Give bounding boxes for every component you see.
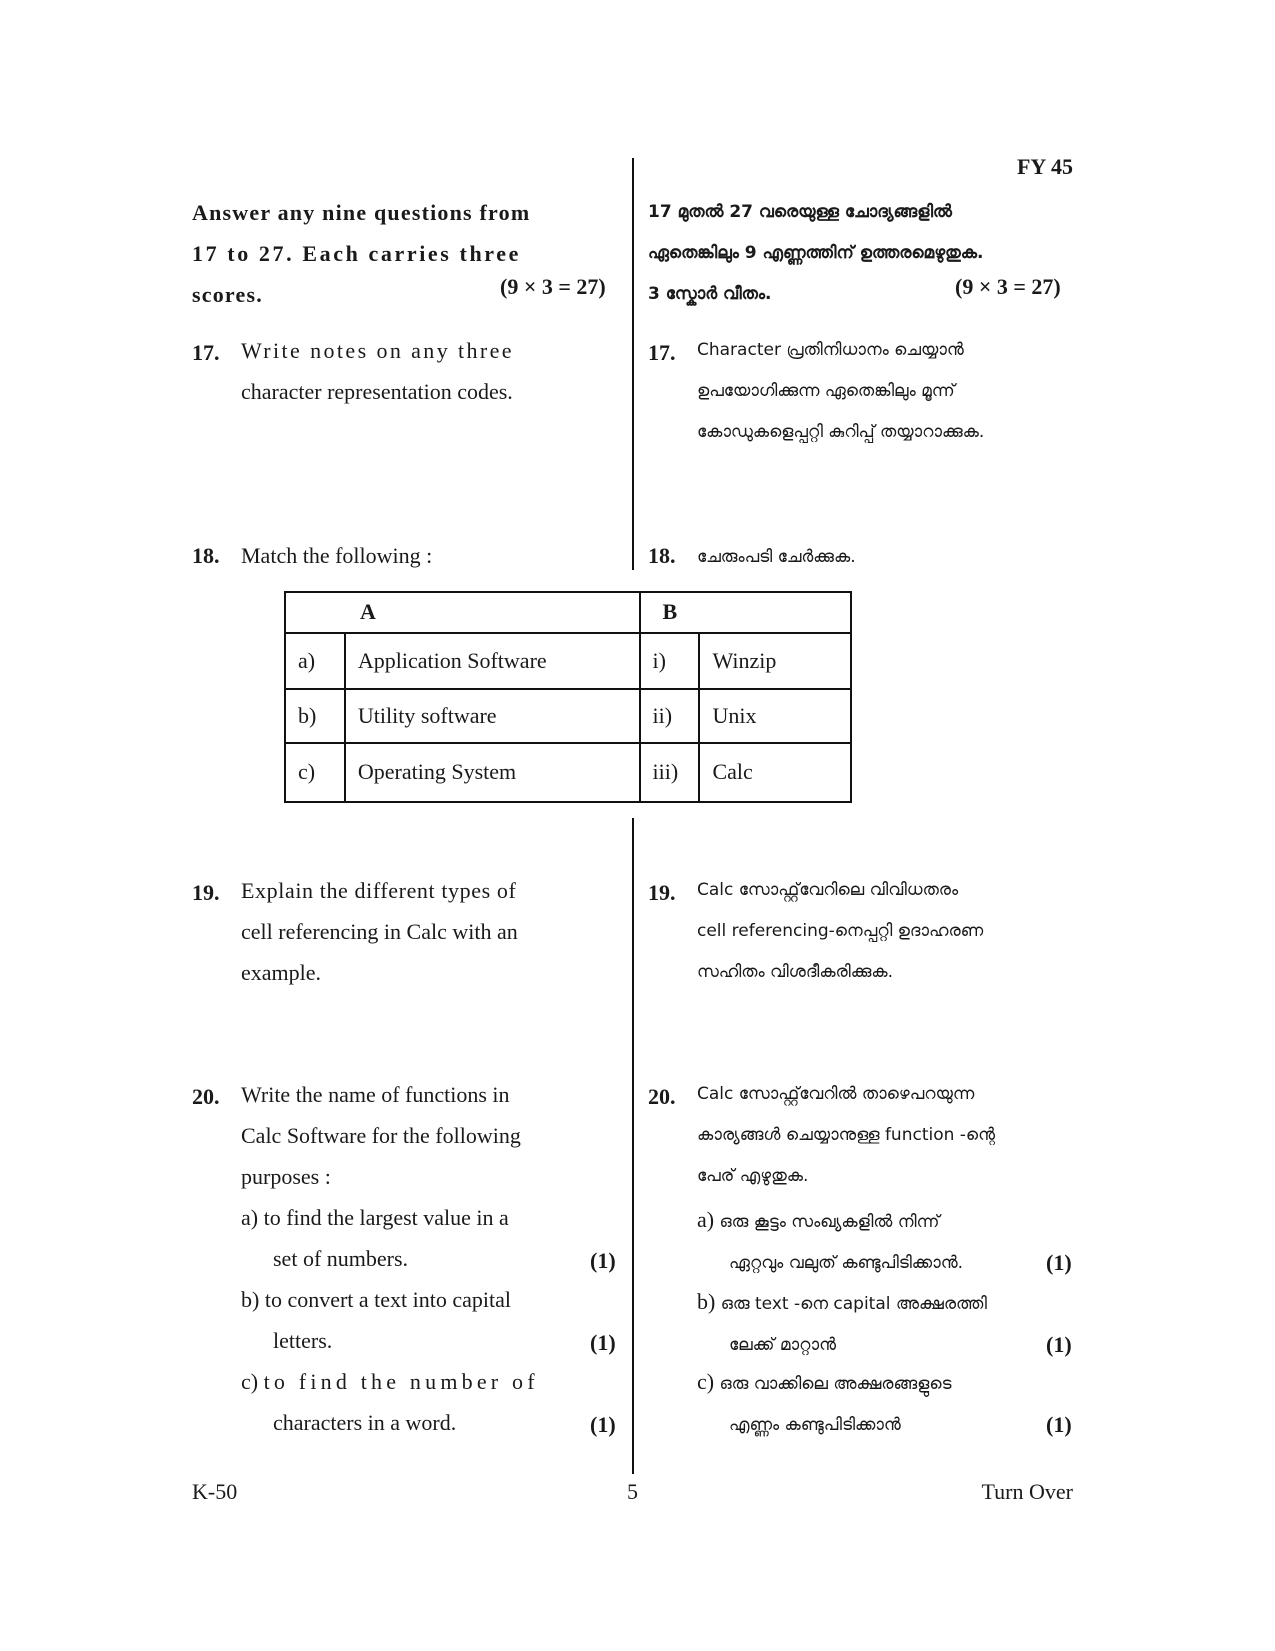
q20-item-b-en: b) to convert a text into capital letters. — [241, 1287, 512, 1353]
q20-item-c-en: c) to find the number of characters in a word. — [241, 1369, 539, 1435]
item-label: b) — [241, 1287, 260, 1312]
q20-item-a-en-mark: (1) — [590, 1248, 616, 1273]
row-a-label: c) — [285, 743, 345, 802]
q17-number-en: 17. — [192, 340, 220, 365]
column-divider-bottom — [632, 818, 634, 1474]
q17-text-en: Write notes on any three character representation codes. — [241, 338, 514, 404]
row-b-label: i) — [640, 633, 700, 689]
row-a-label: a) — [285, 633, 345, 689]
row-a-label: b) — [285, 689, 345, 742]
q20-item-b-en-mark: (1) — [590, 1330, 616, 1355]
row-a-text: Utility software — [345, 689, 640, 742]
row-a-text: Operating System — [345, 743, 640, 802]
paper-code: FY 45 — [1016, 154, 1073, 179]
row-b-text: Calc — [699, 743, 851, 802]
q19-number-ml: 19. — [648, 880, 676, 905]
row-a-text: Application Software — [345, 633, 640, 689]
q18-text-ml: ചേരുംപടി ചേർക്കുക. — [697, 547, 856, 567]
q19-number-en: 19. — [192, 880, 220, 905]
instructions-ml: 17 മുതൽ 27 വരെയുള്ള ചോദ്യങ്ങളിൽ ഏതെങ്കിലും 9 എണ്ണത്തിന് ഉത്തരമെഴുതുക. 3 സ്കോർ വീതം. — [648, 202, 984, 304]
turn-over-note: Turn Over — [981, 1479, 1073, 1504]
column-b-header: B — [640, 592, 851, 633]
q18-text-en: Match the following : — [241, 543, 433, 568]
q18-number-ml: 18. — [648, 543, 676, 568]
row-b-text: Unix — [699, 689, 851, 742]
q20-number-en: 20. — [192, 1084, 220, 1109]
table-row — [285, 689, 851, 742]
match-table — [284, 591, 852, 803]
instructions-en: Answer any nine questions from 17 to 27. Each carries three scores. — [192, 200, 531, 307]
table-row — [285, 743, 851, 802]
q20-item-a-en: a) to find the largest value in a set of numbers. — [241, 1205, 509, 1271]
q20-item-b-ml: b) ഒരു text -നെ capital അക്ഷരത്തി ലേക്ക് മാറ്റാൻ — [697, 1289, 987, 1355]
q20-item-a-ml: a) ഒരു കൂട്ടം സംഖ്യകളിൽ നിന്ന് ഏറ്റവും വലുത് കണ്ടുപിടിക്കാൻ. — [697, 1207, 963, 1273]
table-row — [285, 633, 851, 689]
footer-code: K-50 — [192, 1479, 238, 1504]
q20-item-c-ml-mark: (1) — [1046, 1412, 1072, 1437]
q20-item-b-ml-mark: (1) — [1046, 1332, 1072, 1357]
q18-number-en: 18. — [192, 543, 220, 568]
q20-item-c-ml: c) ഒരു വാക്കിലെ അക്ഷരങ്ങളുടെ എണ്ണം കണ്ടുപിടിക്കാൻ — [697, 1369, 952, 1435]
row-b-text: Winzip — [699, 633, 851, 689]
q20-item-c-en-mark: (1) — [590, 1412, 616, 1437]
q20-item-a-ml-mark: (1) — [1046, 1250, 1072, 1275]
q19-text-en: Explain the different types of cell referencing in Calc with an example. — [241, 878, 518, 985]
item-label: a) — [241, 1205, 259, 1230]
q17-text-ml: Character പ്രതിനിധാനം ചെയ്യാൻ ഉപയോഗിക്കുന്ന ഏതെങ്കിലും മൂന്ന് കോഡുകളെപ്പറ്റി കുറിപ്പ് തയ്യാറാക്കുക. — [697, 340, 985, 442]
q17-number-ml: 17. — [648, 340, 676, 365]
q20-number-ml: 20. — [648, 1084, 676, 1109]
column-a-header: A — [285, 592, 640, 633]
item-label: c) — [241, 1369, 259, 1394]
instructions-ml-marks: (9 × 3 = 27) — [955, 274, 1061, 299]
row-b-label: iii) — [640, 743, 700, 802]
page-number: 5 — [627, 1479, 638, 1504]
row-b-label: ii) — [640, 689, 700, 742]
column-divider-top — [632, 158, 634, 570]
q20-text-en: Write the name of functions in Calc Software for the following purposes : — [241, 1082, 521, 1189]
q20-text-ml: Calc സോഫ്റ്റ്‌വേറിൽ താഴെപറയുന്ന കാര്യങ്ങൾ ചെയ്യാനുള്ള function -ന്റെ പേര് എഴുതുക. — [697, 1084, 995, 1186]
item-label: a) — [697, 1207, 715, 1232]
item-label: b) — [697, 1289, 716, 1314]
q19-text-ml: Calc സോഫ്റ്റ്‌വേറിലെ വിവിധതരം cell referencing-നെപ്പറ്റി ഉദാഹരണ സഹിതം വിശദീകരിക്കുക. — [697, 880, 984, 982]
instructions-en-marks: (9 × 3 = 27) — [500, 274, 606, 299]
item-label: c) — [697, 1369, 715, 1394]
match-table-header — [285, 592, 851, 633]
